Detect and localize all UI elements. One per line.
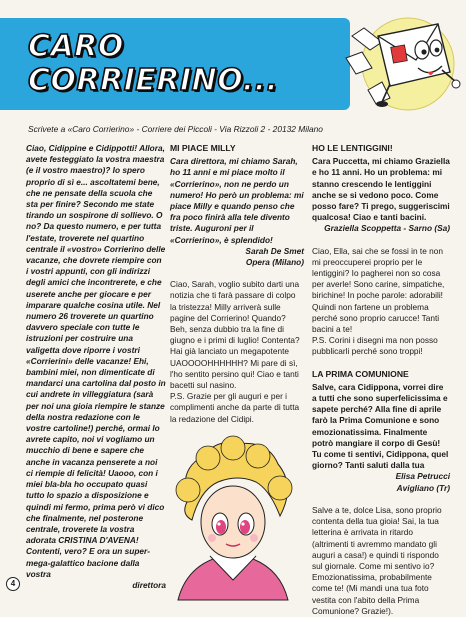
reply-text: Salve a te, dolce Lisa, sono proprio contenta della tua gioia! Sai, la tua letterina è arrivata in ritardo (altrimenti ti avremmo mandato gli auguri a casa!) e quindi ti rispondo sul giornale. Come mi sentivo io? Emozionatissima, probabilmente come te! (Mi mandi una tua foto vestita con l'abito della Prima Comunione? Grazie!). [312,504,442,616]
reply-ps: P.S. Grazie per gli auguri e per i complimenti anche da parte di tutta la redazione del Cidipi. [170,391,300,424]
letter-text: Cara Puccetta, mi chiamo Graziella e ho 11 anni. Ho un problema: mi stanno crescendo le lentiggini anche se si vedono poco. Come posso fare? Ti prego, suggeriscimi qualcosa! Ciao e tanti bacini. [312,156,450,223]
header [0,0,466,118]
column-2 [170,143,304,425]
reply-text: Ciao, Ella, sai che se fossi in te non mi preoccuperei proprio per le lentiggini? Io pagherei non so cosa per averle! Sono carine, simpatiche, birichine! In poche parole: adorabili! Quindi non fartene un problema perché sono proprio carucce! Tanti bacini a te! [312,245,445,335]
column-3 [312,143,450,617]
section-heading-prima-comunione: LA PRIMA COMUNIONE [312,368,409,379]
editor-signature: direttora [132,579,166,590]
letter-text: Cara direttora, mi chiamo Sarah, ho 11 anni e mi piace molto il «Corrierino», non ne perdo un numero! Ho però un problema: mi piace Milly e quando penso che fra poco finirà alla tele divento triste. Auguroni per il «Corrierino», è splendido! [170,156,304,245]
address-line: Scrivete a «Caro Corrierino» - Corriere dei Piccoli - Via Rizzoli 2 - 20132 Milano [28,124,323,134]
envelope-mascot-icon [342,6,462,114]
girl-illustration [158,430,308,600]
column-1 [26,143,166,591]
reply-ps: P.S. Corini i disegni ma non posso pubblicarli perché sono troppi! [312,335,438,357]
letter-signature-name: Sarah De Smet [245,245,304,256]
page-title [28,30,278,98]
section-heading-mi-piace-milly: MI PIACE MILLY [170,143,236,153]
letter-signature-place: Opera (Milano) [245,257,304,268]
letter-signature-place: Avigliano (Tr) [396,482,450,493]
title-line-1: CARO [28,29,124,64]
letter-signature: Graziella Scoppetta - Sarno (Sa) [324,223,450,234]
reply-text: Ciao, Sarah, voglio subito darti una notizia che ti farà passare di colpo la tristezza! Milly arriverà sulle pagine del Corrierino! Quando? Beh, senza dubbio tra la fine di giugno e i primi di luglio! Contenta? Hai già lanciato un megapotente UAOOOOHHHHHH? Mi pare di sì, l'ho sentito persino qui! Ciao e tanti bacetti sul nasino. [170,279,300,391]
letter-text: Salve, cara Cidippona, vorrei dire a tutti che sono superfelicissima e sapete perché? Alla fine di aprile farò la Prima Comunione e sono emozionatissima. Finalmente potrò mangiare il corpo di Gesù! Tu come ti sentivi, Cidippona, quel giorno? Tanti saluti dalla tua [312,381,449,471]
editor-message: Ciao, Cidippine e Cidippotti! Allora, avete festeggiato la vostra maestra (e il vostro maestro)? Io spero proprio di sì e... ascoltatemi bene, che ne pensate della scuola che sta per finire? Secondo me state tirando un sospirone di sollievo. O no? Da questo numero, e per tutta l'estate, troverete nel quartino centrale il «vostro» Corrierino delle vacanze, che dovrete riempire con i vostri appunti, con gli indirizzi degli amici che incontrerete, e che userete anche per giocare e per imparare qualche cosina utile. Nel numero 26 troverete un quartino davvero speciale con tutte le istruzioni per costruire una valigetta dove riporre i vostri «Corrierini» delle vacanze! Ehi, bambini miei, non dimenticate di mandarci una cartolina dal posto in cui andrete in villeggiatura (sarà per noi una gioia riempire le stanze della nostra redazione con le vostre cartoline!) perché, ormai lo avrete capito, noi vi vogliamo un mucchio di bene e sapere che anche in vacanza penserete a noi ci riempie di felicità! Uaooo, con i miei bla-bla ho occupato quasi tutto lo spazio a disposizione e quindi mi fermo, prima però vi dico che finalmente, nel posterone centrale, troverete la vostra adorata CRISTINA D'AVENA! Contenti, vero? E ora un super-mega-galattico bacione dalla vostra [26,143,166,579]
section-heading-lentiggini: HO LE LENTIGGINI! [312,143,393,153]
title-line-2: CORRIERINO... [28,63,279,98]
letter-signature-name: Elisa Petrucci [395,471,450,482]
page-number: 4 [6,577,20,591]
